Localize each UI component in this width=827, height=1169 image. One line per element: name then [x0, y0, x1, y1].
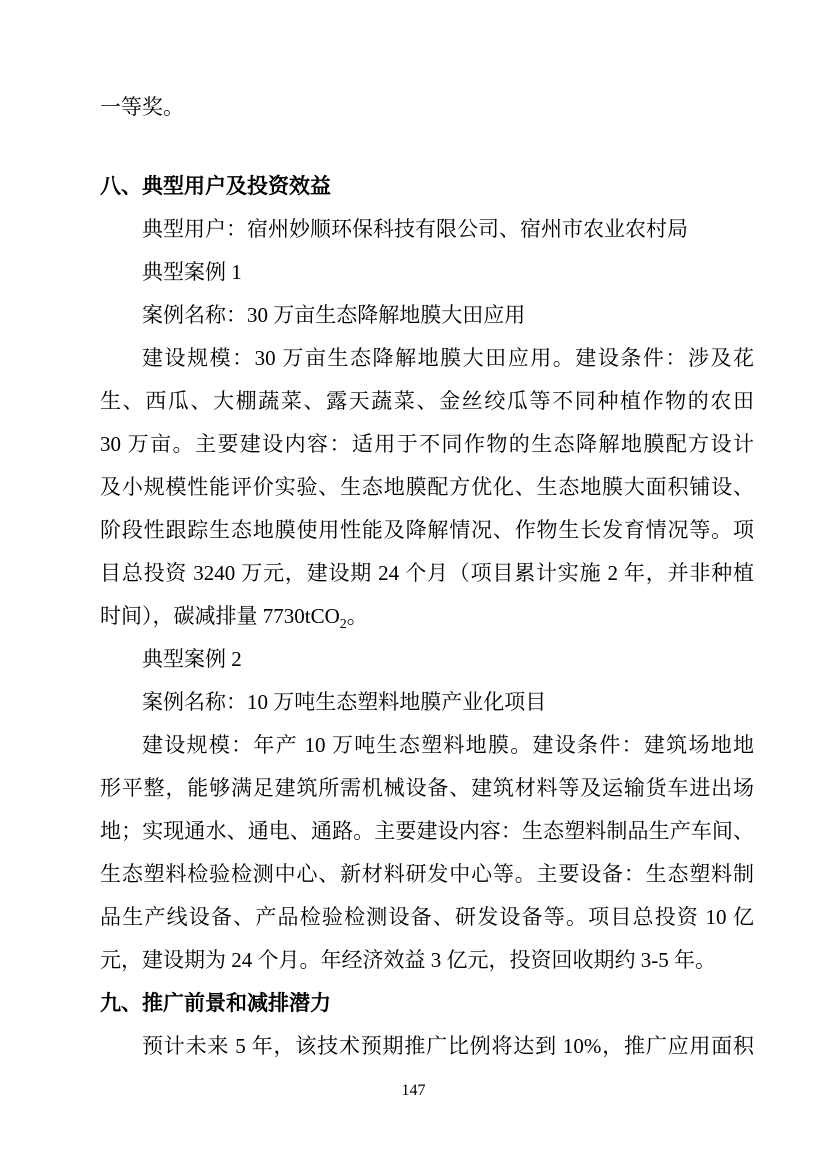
- document-content: [100, 86, 754, 1068]
- text-line: 及小规模性能评价实验、生态地膜配方优化、生态地膜大面积铺设、: [100, 475, 754, 499]
- text-line: 生态塑料检验检测中心、新材料研发中心等。主要设备：生态塑料制: [100, 862, 754, 886]
- text-line-case-2-name: 案例名称：10 万吨生态塑料地膜产业化项目: [142, 690, 547, 714]
- text-line: 品生产线设备、产品检验检测设备、研发设备等。项目总投资 10 亿: [100, 905, 754, 929]
- text-line-typical-users: 典型用户：宿州妙顺环保科技有限公司、宿州市农业农村局: [142, 217, 688, 241]
- co2-line-pre: 时间），碳减排量 7730tCO: [100, 604, 340, 628]
- text-line-case-1-title: 典型案例 1: [142, 260, 242, 284]
- text-line: 目总投资 3240 万元，建设期 24 个月（项目累计实施 2 年，并非种植: [100, 561, 754, 585]
- text-line: 地；实现通水、通电、通路。主要建设内容：生态塑料制品生产车间、: [100, 819, 754, 843]
- text-line: 生、西瓜、大棚蔬菜、露天蔬菜、金丝绞瓜等不同种植作物的农田: [100, 389, 754, 413]
- text-line: 建设规模：年产 10 万吨生态塑料地膜。建设条件：建筑场地地: [142, 733, 754, 757]
- text-line-co2-emission: [100, 595, 754, 638]
- section-heading-9: 九、推广前景和减排潜力: [100, 991, 331, 1015]
- text-line: 阶段性跟踪生态地膜使用性能及降解情况、作物生长发育情况等。项: [100, 518, 754, 542]
- text-line: 预计未来 5 年，该技术预期推广比例将达到 10%，推广应用面积: [142, 1034, 754, 1058]
- co2-line-post: 。: [346, 604, 368, 628]
- text-line-case-2-title: 典型案例 2: [142, 647, 242, 671]
- text-line: 建设规模：30 万亩生态降解地膜大田应用。建设条件：涉及花: [142, 346, 754, 370]
- text-line: 形平整，能够满足建筑所需机械设备、建筑材料等及运输货车进出场: [100, 776, 754, 800]
- text-line: 一等奖。: [100, 95, 184, 119]
- text-line: 元，建设期为 24 个月。年经济效益 3 亿元，投资回收期约 3-5 年。: [100, 948, 716, 972]
- page-number: 147: [401, 1082, 426, 1099]
- section-heading-8: 八、典型用户及投资效益: [100, 174, 331, 198]
- text-line: 30 万亩。主要建设内容：适用于不同作物的生态降解地膜配方设计: [100, 432, 754, 456]
- blank-line: [100, 129, 754, 165]
- text-line-case-1-name: 案例名称：30 万亩生态降解地膜大田应用: [142, 303, 526, 327]
- co2-subscript: 2: [339, 617, 347, 632]
